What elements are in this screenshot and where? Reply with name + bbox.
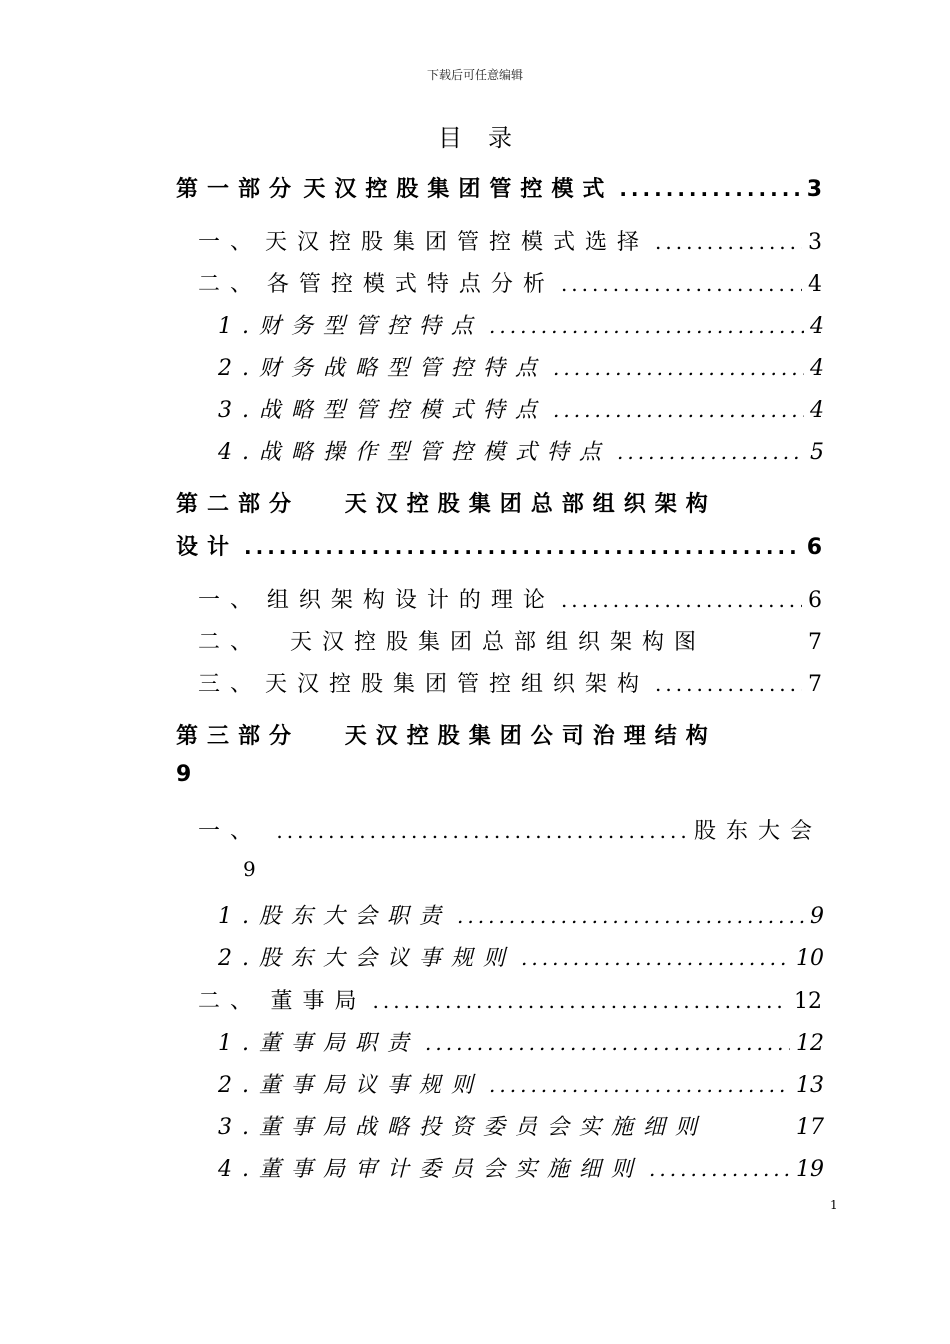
toc-entry-3-2-1[interactable] (218, 1026, 824, 1057)
toc-entry-3-1-1[interactable] (218, 899, 824, 930)
toc-text: 董事局议事规则 (259, 1073, 484, 1098)
toc-page: 6 (806, 535, 822, 560)
toc-entry-1-2-2[interactable] (218, 351, 824, 382)
toc-label: 3. (218, 398, 259, 423)
toc-leader (372, 989, 788, 1013)
toc-label: 二、 (198, 630, 263, 655)
toc-leader (617, 440, 804, 464)
toc-text: 天汉控股集团管控模式选择 (265, 230, 650, 255)
toc-entry-2-3[interactable] (198, 667, 822, 698)
toc-leader (276, 819, 688, 843)
toc-label: 1. (218, 1031, 259, 1056)
toc-leader (521, 946, 790, 970)
toc-entry-1-2-3[interactable] (218, 393, 824, 424)
toc-entry-3-2[interactable] (198, 984, 822, 1015)
toc-entry-part-2-line2[interactable] (176, 530, 822, 561)
toc-page: 12 (794, 989, 822, 1014)
toc-text: 董事局战略投资委员会实施细则 (259, 1115, 708, 1140)
toc-entry-part-1[interactable] (176, 172, 822, 203)
toc-label: 二、 (198, 272, 263, 297)
toc-page: 3 (806, 177, 822, 202)
toc-label: 第一部分 (176, 177, 301, 202)
toc-page: 17 (796, 1115, 824, 1140)
toc-leader (655, 230, 802, 254)
toc-text: 组织架构设计的理论 (266, 588, 555, 613)
toc-page: 6 (808, 588, 822, 613)
toc-entry-1-2[interactable] (198, 267, 822, 298)
toc-entry-part-3-line2[interactable] (176, 762, 822, 787)
toc-label: 2. (218, 356, 259, 381)
toc-leader (425, 1031, 790, 1055)
toc-page: 9 (176, 762, 192, 787)
toc-entry-part-2-line1[interactable] (176, 487, 822, 518)
toc-label: 一、 (198, 819, 263, 844)
toc-page: 4 (808, 272, 822, 297)
toc-leader (561, 272, 802, 296)
toc-text: 董事局职责 (259, 1031, 420, 1056)
toc-page: 4 (810, 356, 824, 381)
toc-label: 3. (218, 1115, 259, 1140)
toc-text: 天汉控股集团总部组织架构 (344, 492, 717, 517)
toc-entry-3-2-2[interactable] (218, 1068, 824, 1099)
toc-text: 天汉控股集团管控模式 (303, 177, 614, 202)
toc-entry-3-2-3[interactable] (218, 1110, 824, 1141)
toc-entry-part-3-line1[interactable] (176, 719, 822, 750)
toc-entry-3-1-page (243, 857, 256, 881)
toc-label: 三、 (198, 672, 263, 697)
toc-label: 二、 (198, 989, 263, 1014)
toc-text: 财务战略型管控特点 (259, 356, 548, 381)
toc-entry-3-2-4[interactable] (218, 1152, 824, 1183)
toc-text: 天汉控股集团公司治理结构 (344, 724, 717, 749)
toc-leader (655, 672, 802, 696)
toc-label: 一、 (198, 588, 263, 613)
toc-entry-2-2[interactable] (198, 625, 822, 656)
toc-label: 2. (218, 946, 259, 971)
toc-text: 天汉控股集团管控组织架构 (265, 672, 650, 697)
toc-leader (553, 356, 804, 380)
toc-page: 7 (808, 672, 822, 697)
page-number: 1 (830, 1198, 838, 1212)
toc-page: 9 (243, 857, 256, 881)
toc-text: 股东大会议事规则 (259, 946, 516, 971)
toc-page: 13 (796, 1073, 824, 1098)
toc-text: 董事局审计委员会实施细则 (259, 1157, 644, 1182)
toc-entry-1-1[interactable] (198, 225, 822, 256)
toc-page: 19 (796, 1157, 824, 1182)
toc-entry-2-1[interactable] (198, 583, 822, 614)
toc-label: 1. (218, 314, 259, 339)
toc-text-continued: 设计 (176, 535, 239, 560)
toc-page: 9 (810, 904, 824, 929)
toc-page: 5 (810, 440, 824, 465)
toc-leader (619, 177, 800, 201)
toc-page: 12 (796, 1031, 824, 1056)
toc-text: 董事局 (270, 989, 367, 1014)
toc-text: 股东大会职责 (259, 904, 452, 929)
toc-leader (244, 535, 801, 559)
toc-leader (553, 398, 804, 422)
toc-leader (489, 314, 804, 338)
toc-page: 7 (808, 630, 822, 655)
toc-label: 一、 (198, 230, 263, 255)
toc-leader (457, 904, 804, 928)
page-header: 下载后可任意编辑 (426, 68, 523, 82)
toc-label: 第二部分 (176, 492, 301, 517)
toc-page: 4 (810, 314, 824, 339)
toc-entry-1-2-1[interactable] (218, 309, 824, 340)
toc-label: 2. (218, 1073, 259, 1098)
toc-leader (649, 1157, 790, 1181)
toc-text: 财务型管控特点 (259, 314, 484, 339)
toc-entry-3-1[interactable] (198, 814, 822, 845)
toc-text: 股东大会 (693, 819, 822, 844)
toc-entry-1-2-4[interactable] (218, 435, 824, 466)
toc-label: 第三部分 (176, 724, 301, 749)
toc-title: 目录 (438, 124, 538, 152)
toc-text: 战略操作型管控模式特点 (259, 440, 612, 465)
toc-text: 战略型管控模式特点 (259, 398, 548, 423)
toc-text: 各管控模式特点分析 (266, 272, 555, 297)
toc-text: 天汉控股集团总部组织架构图 (290, 630, 707, 655)
toc-leader (489, 1073, 790, 1097)
toc-label: 4. (218, 1157, 259, 1182)
toc-page: 10 (796, 946, 824, 971)
toc-page: 4 (810, 398, 824, 423)
toc-leader (561, 588, 802, 612)
toc-entry-3-1-2[interactable] (218, 941, 824, 972)
toc-label: 4. (218, 440, 259, 465)
toc-label: 1. (218, 904, 259, 929)
toc-page: 3 (808, 230, 822, 255)
